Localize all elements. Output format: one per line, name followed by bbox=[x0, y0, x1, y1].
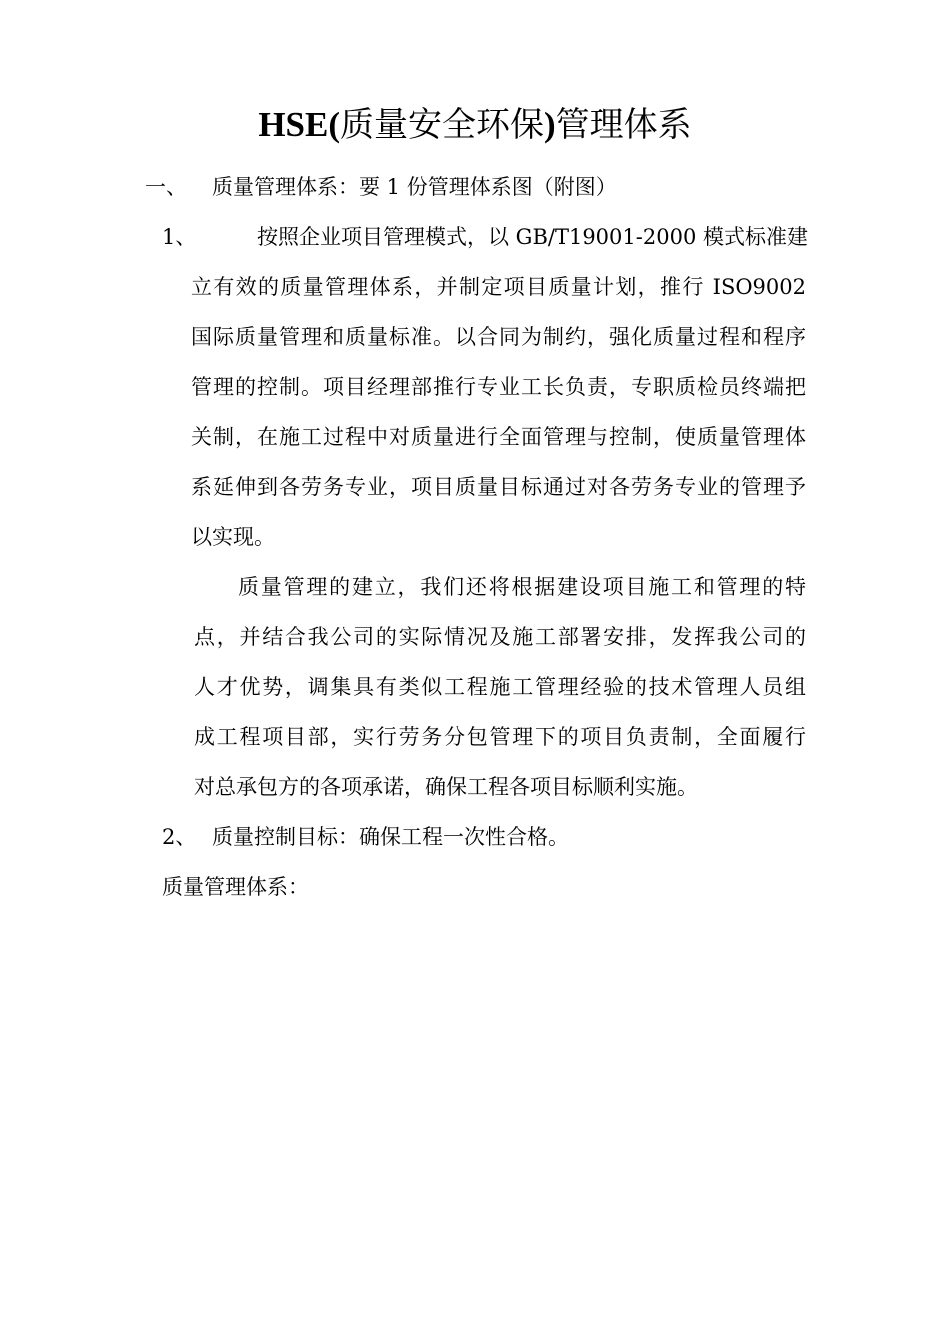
closing-heading: 质量管理体系： bbox=[162, 875, 309, 899]
item-2-text: 质量控制目标：确保工程一次性合格。 bbox=[212, 825, 569, 849]
section-1-marker: 一、 bbox=[145, 175, 187, 199]
title-cjk: 质量安全环保 bbox=[340, 105, 545, 145]
item-1-line: 国际质量管理和质量标准。以合同为制约，强化质量过程和程序 bbox=[191, 325, 806, 349]
title-latin-suffix: ) bbox=[544, 105, 556, 144]
title-latin-prefix: HSE( bbox=[258, 105, 341, 144]
item-1-line: 立有效的质量管理体系，并制定项目质量计划，推行 ISO9002 bbox=[191, 275, 806, 299]
paragraph-2-line: 对总承包方的各项承诺，确保工程各项目标顺利实施。 bbox=[194, 775, 698, 799]
item-1-line: 按照企业项目管理模式，以 GB/T19001-2000 模式标准建 bbox=[257, 225, 808, 249]
item-1-marker: 1、 bbox=[162, 225, 197, 249]
item-1-line: 以实现。 bbox=[191, 525, 275, 549]
document-title bbox=[0, 100, 950, 150]
title-tail: 管理体系 bbox=[555, 105, 692, 145]
item-1-line: 系延伸到各劳务专业，项目质量目标通过对各劳务专业的管理予 bbox=[191, 475, 806, 499]
section-1-heading: 质量管理体系：要 1 份管理体系图（附图） bbox=[212, 175, 617, 199]
paragraph-2-line: 人才优势，调集具有类似工程施工管理经验的技术管理人员组 bbox=[194, 675, 806, 699]
paragraph-2-line: 点，并结合我公司的实际情况及施工部署安排，发挥我公司的 bbox=[194, 625, 806, 649]
item-1-line: 管理的控制。项目经理部推行专业工长负责，专职质检员终端把 bbox=[191, 375, 806, 399]
paragraph-2-line: 成工程项目部，实行劳务分包管理下的项目负责制，全面履行 bbox=[194, 725, 806, 749]
item-2-marker: 2、 bbox=[162, 825, 197, 849]
paragraph-2-line: 质量管理的建立，我们还将根据建设项目施工和管理的特 bbox=[238, 575, 806, 599]
item-1-line: 关制，在施工过程中对质量进行全面管理与控制，使质量管理体 bbox=[191, 425, 806, 449]
